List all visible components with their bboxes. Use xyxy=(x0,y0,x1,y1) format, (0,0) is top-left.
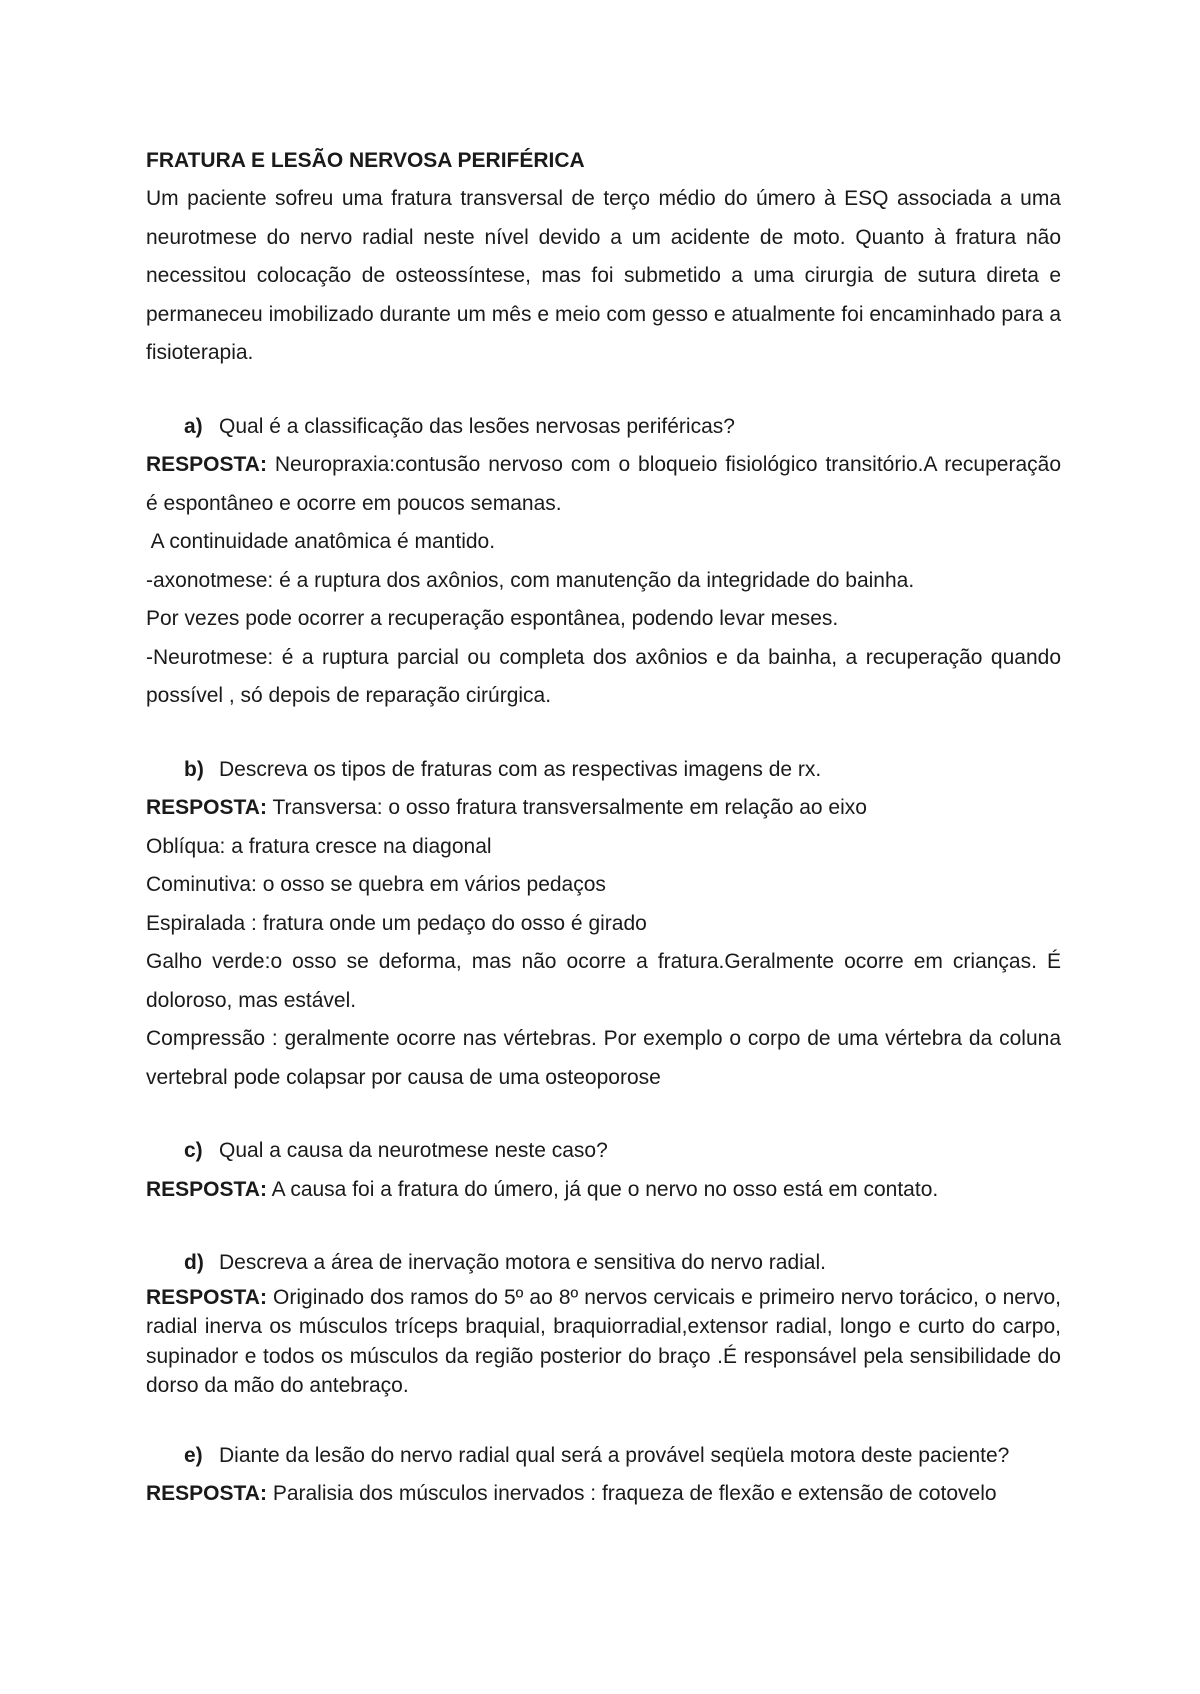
answer-a-line: -axonotmese: é a ruptura dos axônios, com manutenção da integridade do bainha. xyxy=(146,568,915,592)
answer-b-line: Compressão : geralmente ocorre nas vértebras. Por exemplo o corpo de uma vértebra da coluna vertebral pode colapsar por causa de uma osteoporose xyxy=(146,1027,1061,1089)
answer-b-line: Espiralada : fratura onde um pedaço do osso é girado xyxy=(146,911,647,935)
answer-a-line: A continuidade anatômica é mantido. xyxy=(146,530,496,553)
question-text: Qual é a classificação das lesões nervosas periféricas? xyxy=(219,414,735,438)
question-e xyxy=(146,1437,1061,1476)
answer-d xyxy=(146,1283,1061,1401)
answer-e xyxy=(146,1475,1061,1514)
question-text: Qual a causa da neurotmese neste caso? xyxy=(219,1139,608,1162)
answer-c xyxy=(146,1171,1061,1210)
question-label: d) xyxy=(184,1251,204,1274)
question-a xyxy=(146,408,1061,447)
answer-label: RESPOSTA: xyxy=(146,1285,267,1309)
answer-a xyxy=(146,446,1061,523)
answer-text: Paralisia dos músculos inervados : fraqueza de flexão e extensão de cotovelo xyxy=(272,1482,997,1505)
answer-text: Neuropraxia:contusão nervoso com o bloqueio fisiológico transitório.A recuperação é espontâneo e ocorre em poucos semanas. xyxy=(146,453,1062,515)
question-text: Descreva a área de inervação motora e sensitiva do nervo radial. xyxy=(219,1251,826,1274)
answer-b xyxy=(146,789,1061,828)
answer-a-line: Por vezes pode ocorrer a recuperação espontânea, podendo levar meses. xyxy=(146,607,839,630)
question-b xyxy=(146,751,1061,790)
question-label: b) xyxy=(184,757,204,781)
spacer xyxy=(146,716,1061,751)
answer-label: RESPOSTA: xyxy=(146,1177,267,1201)
answer-label: RESPOSTA: xyxy=(146,453,267,476)
answer-text: Originado dos ramos do 5º ao 8º nervos cervicais e primeiro nervo torácico, o nervo, radial inerva os músculos tríceps braquial, braquiorradial,extensor radial, longo e curto do carpo, supinador e todos os músculos da região posterior do braço .É responsável pela sensibilidade do dorso da mão do antebraço. xyxy=(146,1285,1061,1397)
answer-text: Transversa: o osso fratura transversalmente em relação ao eixo xyxy=(272,796,867,819)
question-label: c) xyxy=(184,1139,203,1162)
question-d xyxy=(146,1244,1061,1283)
answer-a-line: -Neurotmese: é a ruptura parcial ou completa dos axônios e da bainha, a recuperação quando possível , só depois de reparação cirúrgica. xyxy=(146,645,1061,707)
answer-b-line: Galho verde:o osso se deforma, mas não ocorre a fratura.Geralmente ocorre em crianças. É doloroso, mas estável. xyxy=(146,950,1061,1012)
answer-text: A causa foi a fratura do úmero, já que o nervo no osso está em contato. xyxy=(266,1177,939,1201)
question-label: a) xyxy=(184,414,203,438)
case-description: Um paciente sofreu uma fratura transversal de terço médio do úmero à ESQ associada a uma neurotmese do nervo radial neste nível devido a um acidente de moto. Quanto à fratura não necessitou colocação de osteossíntese, mas foi submetido a uma cirurgia de sutura direta e permaneceu imobilizado durante um mês e meio com gesso e atualmente foi encaminhado para a fisioterapia. xyxy=(146,187,1061,364)
answer-b-line: Oblíqua: a fratura cresce na diagonal xyxy=(146,834,492,858)
spacer xyxy=(146,1401,1061,1437)
spacer xyxy=(146,1209,1061,1244)
document-page xyxy=(146,142,1061,1514)
answer-label: RESPOSTA: xyxy=(146,1482,267,1505)
answer-b-line: Cominutiva: o osso se quebra em vários pedaços xyxy=(146,873,606,896)
spacer xyxy=(146,373,1061,408)
question-c xyxy=(146,1132,1061,1171)
question-text: Diante da lesão do nervo radial qual será a provável seqüela motora deste paciente? xyxy=(219,1443,1010,1467)
question-text: Descreva os tipos de fraturas com as respectivas imagens de rx. xyxy=(219,757,822,781)
spacer xyxy=(146,1097,1061,1132)
answer-label: RESPOSTA: xyxy=(146,796,267,819)
question-label: e) xyxy=(184,1443,203,1467)
document-title: FRATURA E LESÃO NERVOSA PERIFÉRICA xyxy=(146,149,585,172)
